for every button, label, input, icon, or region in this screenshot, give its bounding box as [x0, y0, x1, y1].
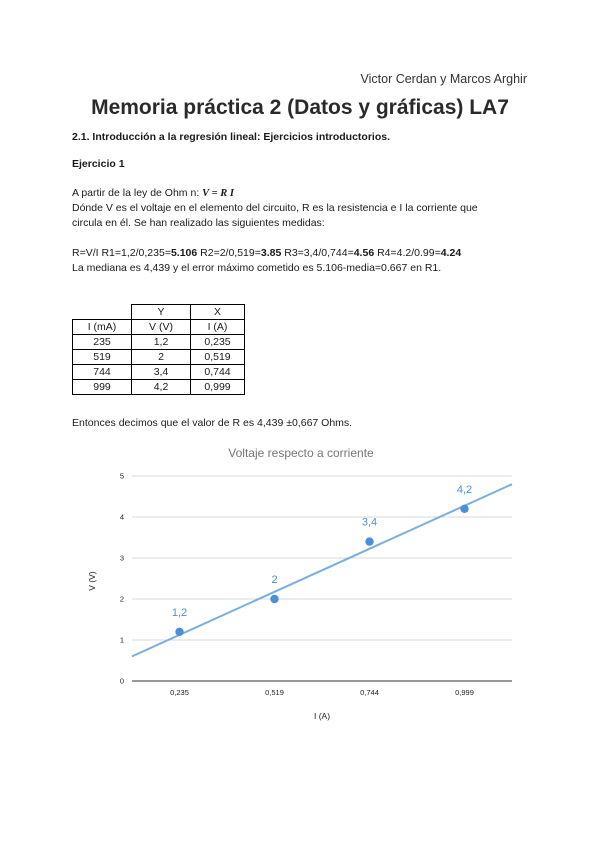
table-cell: 4,2 [132, 380, 191, 395]
chart-y-tick-label: 0 [119, 676, 124, 686]
table-row [73, 365, 245, 380]
table-row [73, 380, 245, 395]
chart-y-tick-label: 5 [119, 471, 124, 481]
table-cell: 235 [73, 335, 132, 350]
chart-data-label: 4,2 [456, 483, 473, 496]
measures-seg2: R2=2/0,519= [197, 247, 261, 259]
table-header-cell: V (V) [132, 320, 191, 335]
chart-grid [132, 476, 512, 681]
table-cell: 0,235 [191, 335, 245, 350]
r4-value: 4.24 [440, 247, 462, 259]
chart-trendline [132, 484, 512, 656]
r3-value: 4.56 [353, 247, 375, 259]
chart-x-tick-label: 0,999 [455, 688, 474, 697]
table-top-header-cell [73, 305, 132, 320]
ohm-formula: V = R I [202, 188, 234, 199]
chart-y-tick-label: 2 [119, 594, 124, 604]
chart-y-tick-label: 3 [119, 553, 124, 563]
chart-x-ticks [170, 688, 474, 697]
r1-value: 5.106 [170, 247, 198, 259]
chart-x-tick-label: 0,235 [170, 688, 189, 697]
chart-x-tick-label: 0,519 [265, 688, 284, 697]
chart-y-tick-label: 4 [119, 512, 124, 522]
ohm-law-line [72, 186, 532, 201]
intro-line-3: circula en él. Se han realizado las siguientes medidas: [72, 217, 325, 229]
chart-data-label: 3,4 [361, 516, 378, 529]
chart-title: Voltaje respecto a corriente [228, 446, 374, 460]
data-table [72, 304, 245, 395]
ohm-prefix: A partir de la ley de Ohm n: [72, 187, 203, 199]
table-cell: 519 [73, 350, 132, 365]
table-cell: 744 [73, 365, 132, 380]
chart-data-label: 2 [271, 574, 278, 586]
intro-line-2: Dónde V es el voltaje en el elemento del circuito, R es la resistencia e I la corriente que [72, 202, 478, 214]
table-row [73, 335, 245, 350]
voltage-current-chart [80, 440, 530, 730]
table-cell: 2 [132, 350, 191, 365]
chart-data-point [365, 537, 373, 545]
table-header-cell: I (A) [191, 320, 245, 335]
table-cell: 3,4 [132, 365, 191, 380]
measures-line [72, 246, 532, 261]
table-top-header-cell: Y [132, 305, 191, 320]
chart-data-point [460, 505, 468, 513]
chart-data-point [270, 595, 278, 603]
measures-prefix: R=V/I R1=1,2/0,235= [72, 247, 171, 259]
table-header-cell: I (mA) [73, 320, 132, 335]
median-line: La mediana es 4,439 y el error máximo cometido es 5.106-media=0.667 en R1. [72, 262, 442, 274]
table-header-row [73, 320, 245, 335]
chart-y-tick-label: 1 [119, 635, 124, 645]
table-cell: 0,999 [191, 380, 245, 395]
authors: Victor Cerdan y Marcos Arghir [360, 72, 527, 86]
measures-seg3: R3=3,4/0,744= [281, 247, 354, 259]
measures-seg4: R4=4.2/0.99= [374, 247, 441, 259]
chart-y-ticks [120, 472, 124, 686]
chart-data-label: 1,2 [171, 606, 188, 619]
table-top-header-row [73, 305, 245, 320]
section-heading: 2.1. Introducción a la regresión lineal: Ejercicios introductorios. [72, 131, 390, 143]
table-cell: 999 [73, 380, 132, 395]
conclusion-line: Entonces decimos que el valor de R es 4,439 ±0,667 Ohms. [72, 417, 353, 429]
table-row [73, 350, 245, 365]
table-cell: 0,744 [191, 365, 245, 380]
r2-value: 3.85 [260, 247, 282, 259]
table-cell: 1,2 [132, 335, 191, 350]
table-top-header-cell: X [191, 305, 245, 320]
chart-x-axis-label: I (A) [313, 711, 331, 721]
chart-y-axis-label: V (V) [87, 571, 97, 591]
exercise-heading: Ejercicio 1 [72, 158, 125, 170]
chart-data-point [175, 628, 183, 636]
table-cell: 0,519 [191, 350, 245, 365]
chart-x-tick-label: 0,744 [360, 688, 379, 697]
document-title: Memoria práctica 2 (Datos y gráficas) LA7 [91, 96, 509, 119]
